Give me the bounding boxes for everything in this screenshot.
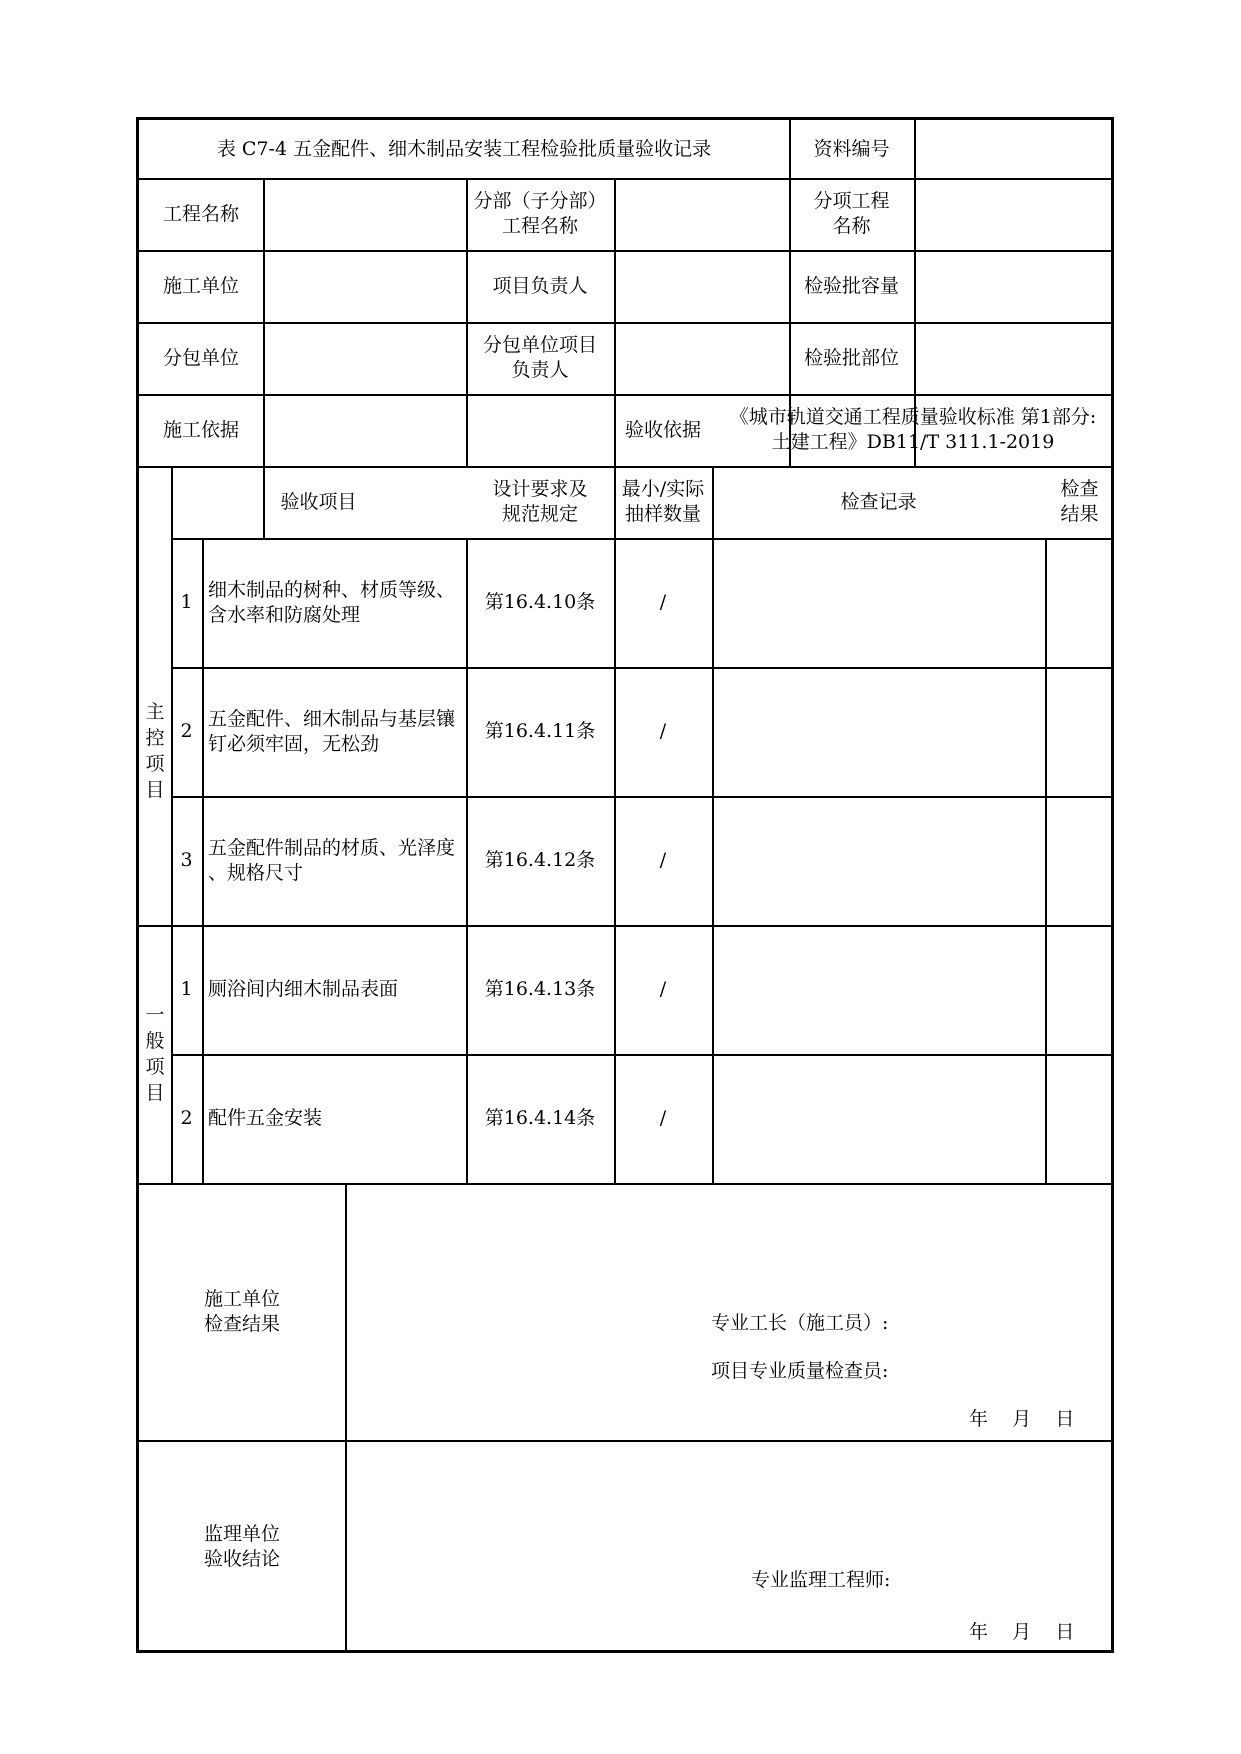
main-item-1-desc: 细木制品的树种、材质等级、 含水率和防腐处理 (208, 578, 456, 626)
form-title: 表 C7-4 五金配件、细木制品安装工程检验批质量验收记录 (216, 137, 712, 160)
project-manager-label: 项目负责人 (492, 274, 588, 297)
main-item-2-clause: 第16.4.11条 (484, 720, 596, 742)
general-item-2-sample: / (659, 1107, 667, 1129)
general-item-1-clause: 第16.4.13条 (484, 978, 596, 1000)
main-item-3-result[interactable] (1045, 796, 1114, 925)
col-header-record: 检查记录 (840, 490, 917, 513)
construction-date: 年 月 日 (969, 1408, 1075, 1430)
inspection-record-form (136, 117, 1114, 1653)
sub-division-label: 分部（子分部） 工程名称 (473, 190, 607, 237)
batch-location-field[interactable] (914, 322, 1114, 394)
main-item-2-sample: / (659, 720, 667, 742)
contractor-label: 施工单位 (162, 274, 239, 297)
project-manager-field[interactable] (614, 250, 789, 322)
foreman-signature-label: 专业工长（施工员）: (711, 1312, 889, 1334)
main-item-1-result[interactable] (1045, 538, 1114, 667)
contractor-field[interactable] (263, 250, 466, 322)
sub-manager-label: 分包单位项目 负责人 (482, 334, 597, 381)
sub-division-field[interactable] (614, 178, 789, 250)
general-item-2-no: 2 (180, 1107, 193, 1129)
main-item-1-sample: / (659, 591, 667, 613)
quality-inspector-signature-label: 项目专业质量检查员: (711, 1360, 889, 1382)
record-no-field[interactable] (914, 120, 1114, 178)
col-header-result: 检查 结果 (1060, 478, 1099, 525)
record-no-label: 资料编号 (813, 137, 890, 160)
main-item-3-record[interactable] (712, 796, 1045, 925)
main-item-2-desc: 五金配件、细木制品与基层镶 钉必须牢固，无松劲 (208, 707, 456, 755)
supervision-date: 年 月 日 (969, 1621, 1075, 1643)
acceptance-basis-label: 验收依据 (624, 418, 701, 441)
general-item-2-clause: 第16.4.14条 (484, 1107, 596, 1129)
main-item-1-no: 1 (180, 591, 193, 613)
sub-manager-field[interactable] (614, 322, 789, 394)
project-name-label: 工程名称 (162, 202, 239, 225)
general-item-1-no: 1 (180, 978, 193, 1000)
construction-basis-label: 施工依据 (162, 418, 239, 441)
sub-item-label: 分项工程 名称 (813, 190, 890, 237)
main-item-3-clause: 第16.4.12条 (484, 849, 596, 871)
general-item-1-sample: / (659, 978, 667, 1000)
main-item-2-record[interactable] (712, 667, 1045, 796)
main-item-2-no: 2 (180, 720, 193, 742)
batch-capacity-label: 检验批容量 (803, 274, 899, 297)
general-item-2-desc: 配件五金安装 (208, 1107, 323, 1129)
main-item-3-no: 3 (180, 849, 193, 871)
construction-basis-field[interactable] (263, 394, 614, 466)
main-item-3-sample: / (659, 849, 667, 871)
sub-item-field[interactable] (914, 178, 1114, 250)
subcontractor-label: 分包单位 (162, 346, 239, 369)
supervision-engineer-signature-label: 专业监理工程师: (751, 1569, 891, 1591)
construction-check-label: 施工单位 检查结果 (203, 1287, 280, 1335)
subcontractor-field[interactable] (263, 322, 466, 394)
project-name-field[interactable] (263, 178, 466, 250)
general-item-1-result[interactable] (1045, 925, 1114, 1054)
general-item-2-result[interactable] (1045, 1054, 1114, 1183)
main-control-group-label: 主 控 项 目 (145, 700, 165, 801)
general-item-1-desc: 厕浴间内细木制品表面 (208, 978, 399, 1000)
general-item-1-record[interactable] (712, 925, 1045, 1054)
supervision-check-label: 监理单位 验收结论 (203, 1522, 280, 1570)
col-header-requirement: 设计要求及 规范规定 (492, 478, 588, 525)
col-header-sampling: 最小/实际 抽样数量 (621, 478, 705, 525)
main-item-1-clause: 第16.4.10条 (484, 591, 596, 613)
general-item-2-record[interactable] (712, 1054, 1045, 1183)
batch-location-label: 检验批部位 (803, 346, 899, 369)
main-item-3-desc: 五金配件制品的材质、光泽度 、规格尺寸 (208, 836, 456, 884)
general-group-label: 一 般 项 目 (145, 1004, 165, 1104)
col-header-item: 验收项目 (280, 490, 357, 513)
batch-capacity-field[interactable] (914, 250, 1114, 322)
main-item-1-record[interactable] (712, 538, 1045, 667)
acceptance-basis-value: 《城市轨道交通工程质量验收标准 第1部分: 土建工程》DB11/T 311.1-2019 (729, 406, 1097, 453)
main-item-2-result[interactable] (1045, 667, 1114, 796)
